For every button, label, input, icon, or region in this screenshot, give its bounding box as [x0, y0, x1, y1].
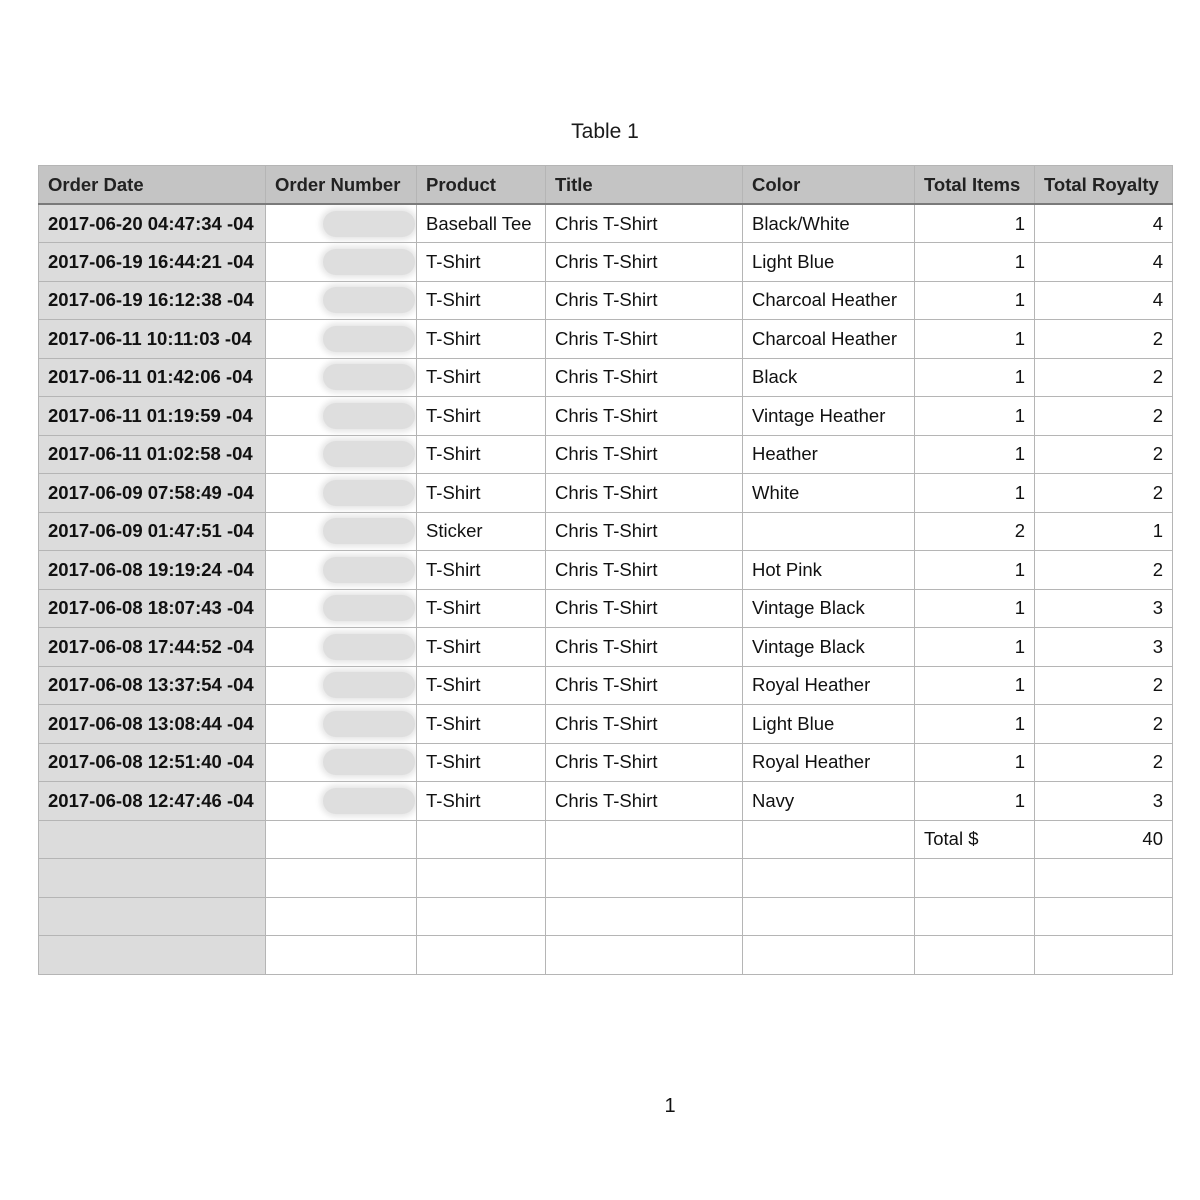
title-cell[interactable]: Chris T-Shirt	[546, 743, 743, 782]
redacted-order-number	[323, 595, 415, 621]
total-royalty-cell[interactable]: 3	[1035, 782, 1173, 821]
empty-cell[interactable]	[915, 897, 1035, 936]
total-royalty-cell[interactable]: 2	[1035, 397, 1173, 436]
color-cell[interactable]: Vintage Black	[743, 628, 915, 667]
empty-row	[39, 897, 1173, 936]
empty-cell[interactable]	[39, 820, 266, 859]
total-royalty-cell[interactable]: 3	[1035, 589, 1173, 628]
product-cell[interactable]: T-Shirt	[417, 474, 546, 513]
order-number-cell[interactable]	[266, 628, 417, 667]
order-number-cell[interactable]	[266, 474, 417, 513]
title-cell[interactable]: Chris T-Shirt	[546, 397, 743, 436]
color-cell[interactable]: Charcoal Heather	[743, 281, 915, 320]
empty-cell[interactable]	[39, 859, 266, 898]
table-row	[39, 358, 1173, 397]
color-cell[interactable]: Royal Heather	[743, 666, 915, 705]
redacted-order-number	[323, 249, 415, 275]
order-number-cell[interactable]	[266, 782, 417, 821]
product-cell[interactable]: T-Shirt	[417, 782, 546, 821]
empty-row	[39, 936, 1173, 975]
empty-cell[interactable]	[417, 820, 546, 859]
order-date-cell[interactable]: 2017-06-08 13:08:44 -04	[39, 705, 266, 744]
order-date-cell[interactable]: 2017-06-19 16:12:38 -04	[39, 281, 266, 320]
empty-cell[interactable]	[266, 936, 417, 975]
color-cell[interactable]: Royal Heather	[743, 743, 915, 782]
color-cell[interactable]: Light Blue	[743, 705, 915, 744]
empty-cell[interactable]	[915, 859, 1035, 898]
empty-row	[39, 859, 1173, 898]
total-items-cell[interactable]: 1	[915, 320, 1035, 359]
title-cell[interactable]: Chris T-Shirt	[546, 358, 743, 397]
total-royalty-cell[interactable]: 2	[1035, 705, 1173, 744]
product-cell[interactable]: T-Shirt	[417, 397, 546, 436]
total-items-cell[interactable]: 2	[915, 512, 1035, 551]
order-number-cell[interactable]	[266, 666, 417, 705]
order-date-cell[interactable]: 2017-06-08 17:44:52 -04	[39, 628, 266, 667]
order-date-cell[interactable]: 2017-06-20 04:47:34 -04	[39, 204, 266, 243]
color-cell[interactable]: Navy	[743, 782, 915, 821]
total-royalty-cell[interactable]: 4	[1035, 243, 1173, 282]
color-cell[interactable]: White	[743, 474, 915, 513]
empty-cell[interactable]	[39, 936, 266, 975]
order-date-cell[interactable]: 2017-06-11 10:11:03 -04	[39, 320, 266, 359]
empty-cell[interactable]	[417, 936, 546, 975]
product-cell[interactable]: Sticker	[417, 512, 546, 551]
table-row	[39, 512, 1173, 551]
redacted-order-number	[323, 326, 415, 352]
order-number-cell[interactable]	[266, 589, 417, 628]
table-row	[39, 705, 1173, 744]
title-cell[interactable]: Chris T-Shirt	[546, 281, 743, 320]
total-items-cell[interactable]: 1	[915, 782, 1035, 821]
empty-cell[interactable]	[743, 820, 915, 859]
table-row	[39, 666, 1173, 705]
order-number-cell[interactable]	[266, 551, 417, 590]
product-cell[interactable]: T-Shirt	[417, 705, 546, 744]
color-cell[interactable]: Charcoal Heather	[743, 320, 915, 359]
empty-cell[interactable]	[743, 897, 915, 936]
redacted-order-number	[323, 634, 415, 660]
empty-cell[interactable]	[1035, 897, 1173, 936]
empty-cell[interactable]	[266, 859, 417, 898]
total-items-cell[interactable]: 1	[915, 743, 1035, 782]
total-royalty-cell[interactable]: 1	[1035, 512, 1173, 551]
total-royalty-cell[interactable]: 2	[1035, 666, 1173, 705]
order-number-cell[interactable]	[266, 320, 417, 359]
total-items-cell[interactable]: 1	[915, 281, 1035, 320]
title-cell[interactable]: Chris T-Shirt	[546, 474, 743, 513]
order-number-cell[interactable]	[266, 243, 417, 282]
empty-cell[interactable]	[546, 859, 743, 898]
total-items-cell[interactable]: 1	[915, 204, 1035, 243]
order-number-cell[interactable]	[266, 705, 417, 744]
empty-cell[interactable]	[743, 936, 915, 975]
order-number-cell[interactable]	[266, 743, 417, 782]
table-row	[39, 243, 1173, 282]
empty-cell[interactable]	[39, 897, 266, 936]
total-royalty-cell[interactable]: 4	[1035, 281, 1173, 320]
empty-cell[interactable]	[417, 859, 546, 898]
title-cell[interactable]: Chris T-Shirt	[546, 243, 743, 282]
order-number-cell[interactable]	[266, 512, 417, 551]
redacted-order-number	[323, 364, 415, 390]
table-row	[39, 782, 1173, 821]
table-row	[39, 204, 1173, 243]
empty-cell[interactable]	[1035, 936, 1173, 975]
order-date-cell[interactable]: 2017-06-11 01:02:58 -04	[39, 435, 266, 474]
table-row	[39, 628, 1173, 667]
product-cell[interactable]: T-Shirt	[417, 628, 546, 667]
order-number-cell[interactable]	[266, 204, 417, 243]
total-royalty-cell[interactable]: 2	[1035, 320, 1173, 359]
empty-cell[interactable]	[266, 820, 417, 859]
product-cell[interactable]: T-Shirt	[417, 743, 546, 782]
total-items-cell[interactable]: 1	[915, 589, 1035, 628]
empty-cell[interactable]	[1035, 859, 1173, 898]
empty-cell[interactable]	[266, 897, 417, 936]
table-row	[39, 397, 1173, 436]
product-cell[interactable]: T-Shirt	[417, 320, 546, 359]
total-items-cell[interactable]: 1	[915, 358, 1035, 397]
redacted-order-number	[323, 403, 415, 429]
total-royalty-cell[interactable]: 3	[1035, 628, 1173, 667]
total-items-cell[interactable]: 1	[915, 551, 1035, 590]
redacted-order-number	[323, 211, 415, 237]
total-items-cell[interactable]: 1	[915, 666, 1035, 705]
total-items-cell[interactable]: 1	[915, 435, 1035, 474]
empty-cell[interactable]	[546, 897, 743, 936]
order-date-cell[interactable]: 2017-06-08 13:37:54 -04	[39, 666, 266, 705]
order-date-cell[interactable]: 2017-06-11 01:42:06 -04	[39, 358, 266, 397]
table-row	[39, 281, 1173, 320]
color-cell[interactable]	[743, 512, 915, 551]
product-cell[interactable]: T-Shirt	[417, 589, 546, 628]
title-cell[interactable]: Chris T-Shirt	[546, 628, 743, 667]
table-row	[39, 743, 1173, 782]
product-cell[interactable]: Baseball Tee	[417, 204, 546, 243]
column-header-color[interactable]: Color	[743, 166, 915, 205]
total-royalty-cell[interactable]: 2	[1035, 551, 1173, 590]
table-row	[39, 320, 1173, 359]
title-cell[interactable]: Chris T-Shirt	[546, 204, 743, 243]
table-row	[39, 474, 1173, 513]
page-number: 1	[664, 1095, 676, 1117]
product-cell[interactable]: T-Shirt	[417, 281, 546, 320]
redacted-order-number	[323, 749, 415, 775]
header-row	[39, 166, 1173, 205]
order-date-cell[interactable]: 2017-06-08 12:51:40 -04	[39, 743, 266, 782]
title-cell[interactable]: Chris T-Shirt	[546, 705, 743, 744]
total-royalty-cell[interactable]: 4	[1035, 204, 1173, 243]
empty-cell[interactable]	[417, 897, 546, 936]
redacted-order-number	[323, 557, 415, 583]
product-cell[interactable]: T-Shirt	[417, 358, 546, 397]
total-label-cell[interactable]: Total $	[915, 820, 1035, 859]
redacted-order-number	[323, 672, 415, 698]
redacted-order-number	[323, 287, 415, 313]
redacted-order-number	[323, 480, 415, 506]
column-header-product[interactable]: Product	[417, 166, 546, 205]
total-royalty-cell[interactable]: 2	[1035, 743, 1173, 782]
total-row	[39, 820, 1173, 859]
title-cell[interactable]: Chris T-Shirt	[546, 320, 743, 359]
empty-cell[interactable]	[743, 859, 915, 898]
table-row	[39, 589, 1173, 628]
product-cell[interactable]: T-Shirt	[417, 551, 546, 590]
total-royalty-cell[interactable]: 2	[1035, 435, 1173, 474]
table-row	[39, 551, 1173, 590]
total-value-cell[interactable]: 40	[1035, 820, 1173, 859]
order-date-cell[interactable]: 2017-06-09 07:58:49 -04	[39, 474, 266, 513]
order-number-cell[interactable]	[266, 358, 417, 397]
table-row	[39, 435, 1173, 474]
color-cell[interactable]: Light Blue	[743, 243, 915, 282]
product-cell[interactable]: T-Shirt	[417, 435, 546, 474]
product-cell[interactable]: T-Shirt	[417, 666, 546, 705]
order-date-cell[interactable]: 2017-06-09 01:47:51 -04	[39, 512, 266, 551]
empty-cell[interactable]	[546, 820, 743, 859]
redacted-order-number	[323, 441, 415, 467]
column-header-title[interactable]: Title	[546, 166, 743, 205]
total-items-cell[interactable]: 1	[915, 397, 1035, 436]
column-header-total-items[interactable]: Total Items	[915, 166, 1035, 205]
order-date-cell[interactable]: 2017-06-19 16:44:21 -04	[39, 243, 266, 282]
total-royalty-cell[interactable]: 2	[1035, 358, 1173, 397]
order-date-cell[interactable]: 2017-06-08 12:47:46 -04	[39, 782, 266, 821]
total-items-cell[interactable]: 1	[915, 243, 1035, 282]
order-date-cell[interactable]: 2017-06-11 01:19:59 -04	[39, 397, 266, 436]
empty-cell[interactable]	[915, 936, 1035, 975]
order-date-cell[interactable]: 2017-06-08 18:07:43 -04	[39, 589, 266, 628]
title-cell[interactable]: Chris T-Shirt	[546, 782, 743, 821]
redacted-order-number	[323, 711, 415, 737]
color-cell[interactable]: Black	[743, 358, 915, 397]
color-cell[interactable]: Hot Pink	[743, 551, 915, 590]
empty-cell[interactable]	[546, 936, 743, 975]
title-cell[interactable]: Chris T-Shirt	[546, 512, 743, 551]
total-items-cell[interactable]: 1	[915, 628, 1035, 667]
column-header-total-royalty[interactable]: Total Royalty	[1035, 166, 1173, 205]
column-header-order-date[interactable]: Order Date	[39, 166, 266, 205]
color-cell[interactable]: Vintage Heather	[743, 397, 915, 436]
color-cell[interactable]: Black/White	[743, 204, 915, 243]
table-title: Table 1	[571, 120, 639, 143]
total-royalty-cell[interactable]: 2	[1035, 474, 1173, 513]
redacted-order-number	[323, 518, 415, 544]
title-cell[interactable]: Chris T-Shirt	[546, 435, 743, 474]
redacted-order-number	[323, 788, 415, 814]
product-cell[interactable]: T-Shirt	[417, 243, 546, 282]
title-cell[interactable]: Chris T-Shirt	[546, 589, 743, 628]
column-header-order-number[interactable]: Order Number	[266, 166, 417, 205]
royalty-table	[38, 165, 1173, 975]
order-number-cell[interactable]	[266, 281, 417, 320]
total-items-cell[interactable]: 1	[915, 474, 1035, 513]
title-cell[interactable]: Chris T-Shirt	[546, 666, 743, 705]
title-cell[interactable]: Chris T-Shirt	[546, 551, 743, 590]
total-items-cell[interactable]: 1	[915, 705, 1035, 744]
color-cell[interactable]: Vintage Black	[743, 589, 915, 628]
order-number-cell[interactable]	[266, 397, 417, 436]
color-cell[interactable]: Heather	[743, 435, 915, 474]
order-number-cell[interactable]	[266, 435, 417, 474]
order-date-cell[interactable]: 2017-06-08 19:19:24 -04	[39, 551, 266, 590]
